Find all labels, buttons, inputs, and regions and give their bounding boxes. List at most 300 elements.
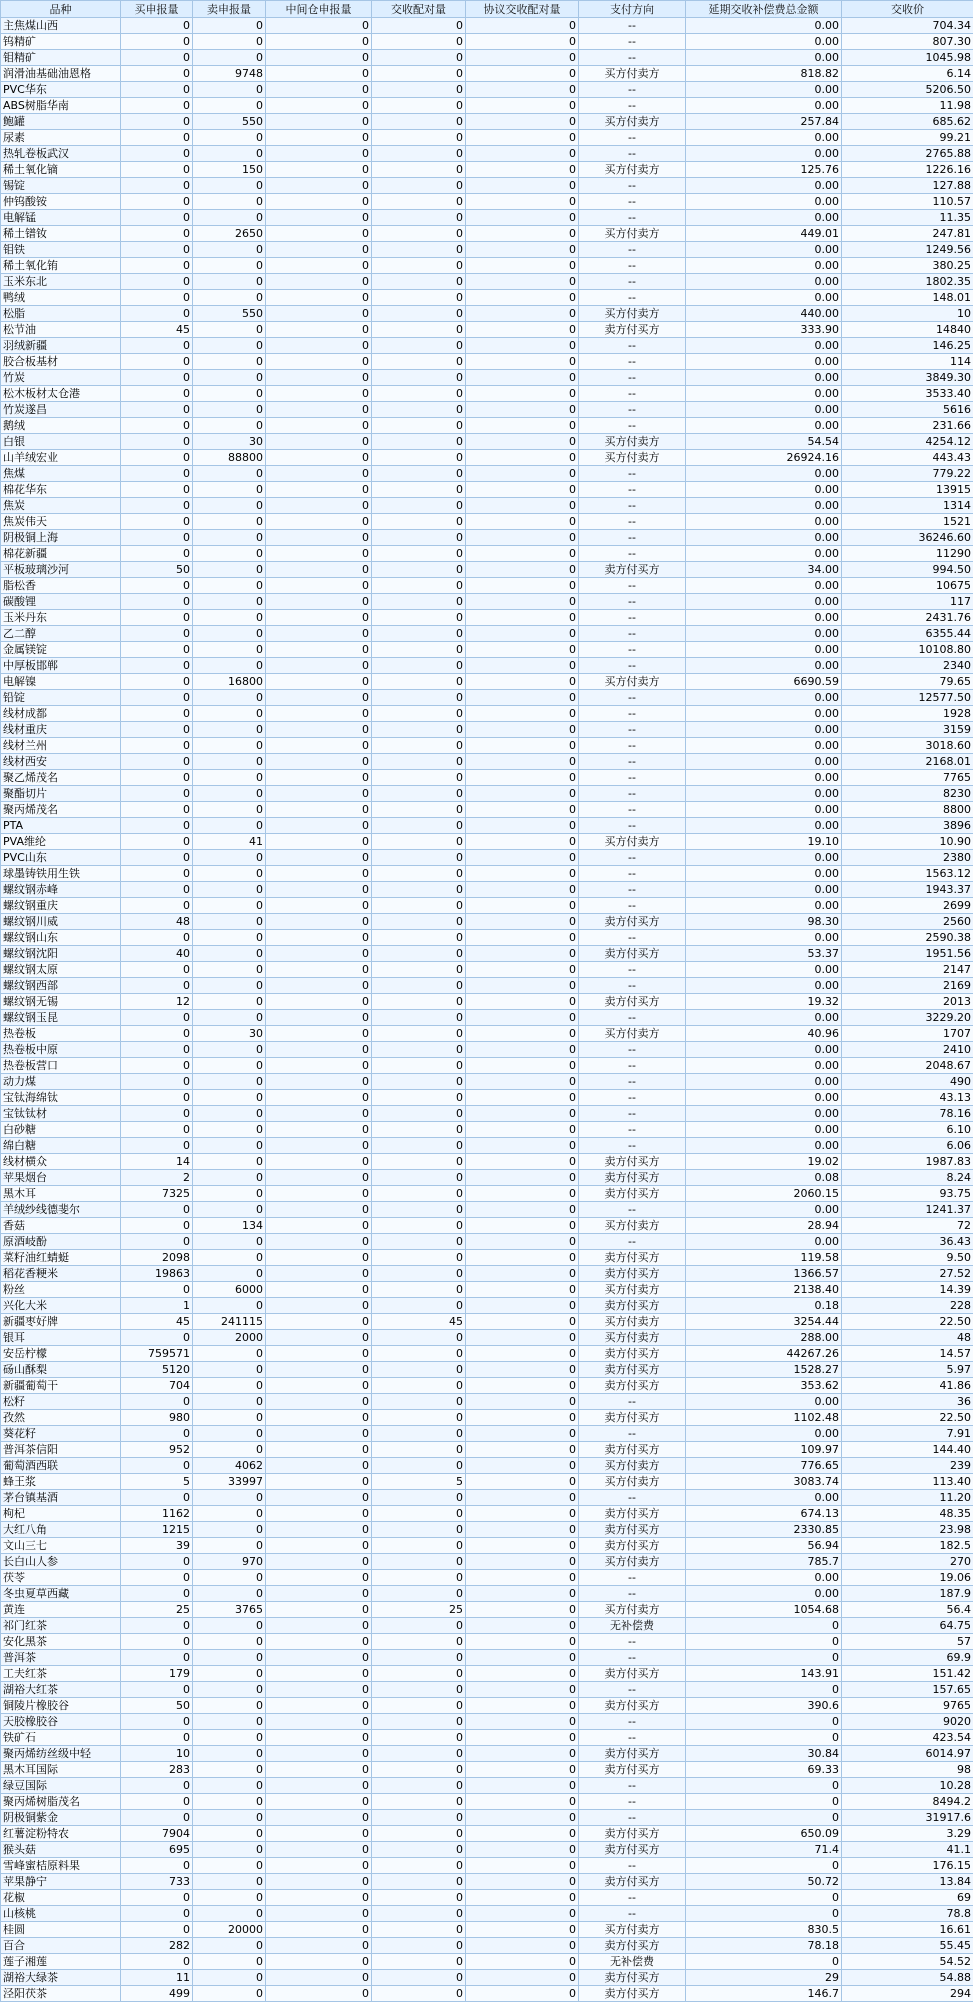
sell-declared-cell: 0 — [193, 194, 266, 210]
intermediary-declared-cell: 0 — [266, 1634, 372, 1650]
payment-direction-cell: -- — [579, 1810, 686, 1826]
compensation-total-cell: 0.00 — [686, 1202, 842, 1218]
compensation-total-cell: 2330.85 — [686, 1522, 842, 1538]
delivery-price-cell: 113.40 — [842, 1474, 973, 1490]
agreement-matched-cell: 0 — [466, 1234, 579, 1250]
buy-declared-cell: 1162 — [121, 1506, 193, 1522]
compensation-total-cell: 1366.57 — [686, 1266, 842, 1282]
compensation-total-cell: 390.6 — [686, 1698, 842, 1714]
payment-direction-cell: -- — [579, 82, 686, 98]
buy-declared-cell: 0 — [121, 770, 193, 786]
commodity-cell: 聚丙烯纺丝级中轻 — [1, 1746, 121, 1762]
compensation-total-cell: 0 — [686, 1954, 842, 1970]
buy-declared-cell: 7904 — [121, 1826, 193, 1842]
delivery-price-cell: 117 — [842, 594, 973, 610]
sell-declared-cell: 0 — [193, 1074, 266, 1090]
delivery-price-cell: 151.42 — [842, 1666, 973, 1682]
compensation-total-cell: 119.58 — [686, 1250, 842, 1266]
delivery-price-cell: 1563.12 — [842, 866, 973, 882]
intermediary-declared-cell: 0 — [266, 274, 372, 290]
payment-direction-cell: -- — [579, 1634, 686, 1650]
matched-cell: 0 — [372, 738, 466, 754]
agreement-matched-cell: 0 — [466, 210, 579, 226]
matched-cell: 0 — [372, 18, 466, 34]
intermediary-declared-cell: 0 — [266, 242, 372, 258]
matched-cell: 0 — [372, 1922, 466, 1938]
intermediary-declared-cell: 0 — [266, 1810, 372, 1826]
payment-direction-cell: -- — [579, 418, 686, 434]
delivery-price-cell: 78.8 — [842, 1906, 973, 1922]
payment-direction-cell: -- — [579, 1794, 686, 1810]
intermediary-declared-cell: 0 — [266, 1074, 372, 1090]
sell-declared-cell: 0 — [193, 466, 266, 482]
agreement-matched-cell: 0 — [466, 514, 579, 530]
agreement-matched-cell: 0 — [466, 930, 579, 946]
buy-declared-cell: 952 — [121, 1442, 193, 1458]
delivery-price-cell: 2169 — [842, 978, 973, 994]
table-row — [1, 178, 973, 194]
table-row — [1, 578, 973, 594]
payment-direction-cell: 卖方付买方 — [579, 994, 686, 1010]
table-row — [1, 322, 973, 338]
intermediary-declared-cell: 0 — [266, 1234, 372, 1250]
matched-cell: 0 — [372, 1810, 466, 1826]
sell-declared-cell: 0 — [193, 1938, 266, 1954]
sell-declared-cell: 0 — [193, 802, 266, 818]
sell-declared-cell: 33997 — [193, 1474, 266, 1490]
table-row — [1, 1938, 973, 1954]
commodity-cell: 金属镁锭 — [1, 642, 121, 658]
payment-direction-cell: -- — [579, 1730, 686, 1746]
agreement-matched-cell: 0 — [466, 946, 579, 962]
matched-cell: 0 — [372, 482, 466, 498]
sell-declared-cell: 0 — [193, 258, 266, 274]
payment-direction-cell: 买方付卖方 — [579, 1554, 686, 1570]
matched-cell: 0 — [372, 1794, 466, 1810]
agreement-matched-cell: 0 — [466, 338, 579, 354]
commodity-cell: 钼铁 — [1, 242, 121, 258]
table-row — [1, 1042, 973, 1058]
commodity-cell: 焦煤 — [1, 466, 121, 482]
col-header-sell-declared: 卖申报量 — [193, 1, 266, 18]
matched-cell: 0 — [372, 1714, 466, 1730]
agreement-matched-cell: 0 — [466, 674, 579, 690]
buy-declared-cell: 0 — [121, 258, 193, 274]
payment-direction-cell: 买方付卖方 — [579, 1922, 686, 1938]
commodity-cell: 苹果静宁 — [1, 1874, 121, 1890]
intermediary-declared-cell: 0 — [266, 530, 372, 546]
col-header-matched: 交收配对量 — [372, 1, 466, 18]
commodity-cell: 尿素 — [1, 130, 121, 146]
compensation-total-cell: 353.62 — [686, 1378, 842, 1394]
delivery-price-cell: 490 — [842, 1074, 973, 1090]
intermediary-declared-cell: 0 — [266, 1938, 372, 1954]
commodity-cell: 绿豆国际 — [1, 1778, 121, 1794]
intermediary-declared-cell: 0 — [266, 930, 372, 946]
matched-cell: 0 — [372, 850, 466, 866]
table-row — [1, 290, 973, 306]
sell-declared-cell: 0 — [193, 546, 266, 562]
commodity-cell: 线材西安 — [1, 754, 121, 770]
compensation-total-cell: 0.00 — [686, 354, 842, 370]
intermediary-declared-cell: 0 — [266, 1746, 372, 1762]
table-row — [1, 642, 973, 658]
sell-declared-cell: 0 — [193, 770, 266, 786]
buy-declared-cell: 0 — [121, 34, 193, 50]
matched-cell: 0 — [372, 1778, 466, 1794]
table-row — [1, 210, 973, 226]
buy-declared-cell: 499 — [121, 1986, 193, 2002]
intermediary-declared-cell: 0 — [266, 850, 372, 866]
commodity-cell: 茯苓 — [1, 1570, 121, 1586]
sell-declared-cell: 0 — [193, 1362, 266, 1378]
buy-declared-cell: 0 — [121, 178, 193, 194]
sell-declared-cell: 0 — [193, 1634, 266, 1650]
intermediary-declared-cell: 0 — [266, 1218, 372, 1234]
payment-direction-cell: -- — [579, 1010, 686, 1026]
table-row — [1, 226, 973, 242]
payment-direction-cell: 买方付卖方 — [579, 834, 686, 850]
delivery-price-cell: 9020 — [842, 1714, 973, 1730]
intermediary-declared-cell: 0 — [266, 1954, 372, 1970]
buy-declared-cell: 0 — [121, 274, 193, 290]
sell-declared-cell: 0 — [193, 18, 266, 34]
buy-declared-cell: 0 — [121, 722, 193, 738]
commodity-cell: 铁矿石 — [1, 1730, 121, 1746]
compensation-total-cell: 0.00 — [686, 530, 842, 546]
commodity-cell: 文山三七 — [1, 1538, 121, 1554]
payment-direction-cell: 卖方付买方 — [579, 1522, 686, 1538]
delivery-price-cell: 228 — [842, 1298, 973, 1314]
payment-direction-cell: -- — [579, 402, 686, 418]
buy-declared-cell: 0 — [121, 1858, 193, 1874]
payment-direction-cell: -- — [579, 482, 686, 498]
buy-declared-cell: 11 — [121, 1970, 193, 1986]
buy-declared-cell: 1215 — [121, 1522, 193, 1538]
compensation-total-cell: 109.97 — [686, 1442, 842, 1458]
commodity-cell: 稀土氧化铕 — [1, 258, 121, 274]
sell-declared-cell: 0 — [193, 930, 266, 946]
sell-declared-cell: 0 — [193, 354, 266, 370]
agreement-matched-cell: 0 — [466, 1890, 579, 1906]
agreement-matched-cell: 0 — [466, 1634, 579, 1650]
compensation-total-cell: 0.00 — [686, 594, 842, 610]
intermediary-declared-cell: 0 — [266, 834, 372, 850]
sell-declared-cell: 0 — [193, 642, 266, 658]
delivery-price-cell: 148.01 — [842, 290, 973, 306]
table-row — [1, 1842, 973, 1858]
matched-cell: 0 — [372, 114, 466, 130]
commodity-cell: 雪峰蜜桔原料果 — [1, 1858, 121, 1874]
table-row — [1, 338, 973, 354]
table-row — [1, 1874, 973, 1890]
commodity-cell: 蜂王浆 — [1, 1474, 121, 1490]
delivery-price-cell: 36246.60 — [842, 530, 973, 546]
matched-cell: 0 — [372, 1938, 466, 1954]
buy-declared-cell: 0 — [121, 882, 193, 898]
compensation-total-cell: 0.00 — [686, 1058, 842, 1074]
buy-declared-cell: 0 — [121, 146, 193, 162]
matched-cell: 0 — [372, 178, 466, 194]
buy-declared-cell: 0 — [121, 962, 193, 978]
matched-cell: 0 — [372, 594, 466, 610]
sell-declared-cell: 134 — [193, 1218, 266, 1234]
commodity-cell: 线材兰州 — [1, 738, 121, 754]
matched-cell: 0 — [372, 1410, 466, 1426]
commodity-cell: 稻花香粳米 — [1, 1266, 121, 1282]
compensation-total-cell: 29 — [686, 1970, 842, 1986]
commodity-cell: 新疆葡萄干 — [1, 1378, 121, 1394]
sell-declared-cell: 0 — [193, 498, 266, 514]
matched-cell: 0 — [372, 658, 466, 674]
matched-cell: 0 — [372, 866, 466, 882]
table-row — [1, 866, 973, 882]
commodity-cell: 焦炭 — [1, 498, 121, 514]
payment-direction-cell: -- — [579, 1426, 686, 1442]
sell-declared-cell: 0 — [193, 610, 266, 626]
table-row — [1, 802, 973, 818]
payment-direction-cell: -- — [579, 642, 686, 658]
agreement-matched-cell: 0 — [466, 370, 579, 386]
buy-declared-cell: 0 — [121, 1730, 193, 1746]
matched-cell: 0 — [372, 1266, 466, 1282]
sell-declared-cell: 0 — [193, 402, 266, 418]
table-row — [1, 994, 973, 1010]
delivery-price-cell: 1951.56 — [842, 946, 973, 962]
intermediary-declared-cell: 0 — [266, 210, 372, 226]
sell-declared-cell: 0 — [193, 146, 266, 162]
table-row — [1, 1010, 973, 1026]
compensation-total-cell: 0.00 — [686, 130, 842, 146]
agreement-matched-cell: 0 — [466, 626, 579, 642]
table-row — [1, 1170, 973, 1186]
buy-declared-cell: 45 — [121, 1314, 193, 1330]
delivery-price-cell: 6014.97 — [842, 1746, 973, 1762]
delivery-price-cell: 78.16 — [842, 1106, 973, 1122]
agreement-matched-cell: 0 — [466, 1602, 579, 1618]
intermediary-declared-cell: 0 — [266, 1586, 372, 1602]
matched-cell: 0 — [372, 1426, 466, 1442]
delivery-price-cell: 9.50 — [842, 1250, 973, 1266]
matched-cell: 0 — [372, 1090, 466, 1106]
compensation-total-cell: 19.10 — [686, 834, 842, 850]
delivery-price-cell: 16.61 — [842, 1922, 973, 1938]
matched-cell: 0 — [372, 386, 466, 402]
payment-direction-cell: -- — [579, 930, 686, 946]
commodity-cell: 线材成都 — [1, 706, 121, 722]
table-row — [1, 1394, 973, 1410]
delivery-price-cell: 13915 — [842, 482, 973, 498]
matched-cell: 0 — [372, 1634, 466, 1650]
payment-direction-cell: -- — [579, 130, 686, 146]
payment-direction-cell: -- — [579, 50, 686, 66]
table-row — [1, 1362, 973, 1378]
commodity-cell: 阴极铜上海 — [1, 530, 121, 546]
payment-direction-cell: -- — [579, 1858, 686, 1874]
delivery-price-cell: 64.75 — [842, 1618, 973, 1634]
col-header-intermediary-declared: 中间仓申报量 — [266, 1, 372, 18]
intermediary-declared-cell: 0 — [266, 1250, 372, 1266]
delivery-price-cell: 7.91 — [842, 1426, 973, 1442]
delivery-price-cell: 182.5 — [842, 1538, 973, 1554]
table-row — [1, 562, 973, 578]
commodity-cell: 热卷板营口 — [1, 1058, 121, 1074]
matched-cell: 0 — [372, 834, 466, 850]
intermediary-declared-cell: 0 — [266, 1986, 372, 2002]
sell-declared-cell: 0 — [193, 786, 266, 802]
delivery-price-cell: 98 — [842, 1762, 973, 1778]
agreement-matched-cell: 0 — [466, 1218, 579, 1234]
compensation-total-cell: 674.13 — [686, 1506, 842, 1522]
intermediary-declared-cell: 0 — [266, 1554, 372, 1570]
delivery-price-cell: 1943.37 — [842, 882, 973, 898]
payment-direction-cell: -- — [579, 178, 686, 194]
payment-direction-cell: -- — [579, 738, 686, 754]
compensation-total-cell: 0.00 — [686, 1090, 842, 1106]
table-row — [1, 1346, 973, 1362]
commodity-cell: ABS树脂华南 — [1, 98, 121, 114]
delivery-price-cell: 1987.83 — [842, 1154, 973, 1170]
commodity-cell: 竹炭 — [1, 370, 121, 386]
sell-declared-cell: 0 — [193, 530, 266, 546]
sell-declared-cell: 0 — [193, 818, 266, 834]
sell-declared-cell: 0 — [193, 1570, 266, 1586]
compensation-total-cell: 0.00 — [686, 626, 842, 642]
matched-cell: 0 — [372, 1058, 466, 1074]
commodity-cell: 花椒 — [1, 1890, 121, 1906]
matched-cell: 0 — [372, 146, 466, 162]
buy-declared-cell: 0 — [121, 530, 193, 546]
buy-declared-cell: 0 — [121, 834, 193, 850]
matched-cell: 0 — [372, 1202, 466, 1218]
sell-declared-cell: 0 — [193, 1522, 266, 1538]
sell-declared-cell: 0 — [193, 1714, 266, 1730]
matched-cell: 0 — [372, 1074, 466, 1090]
table-row — [1, 1026, 973, 1042]
table-row — [1, 34, 973, 50]
intermediary-declared-cell: 0 — [266, 578, 372, 594]
commodity-cell: 聚乙烯茂名 — [1, 770, 121, 786]
buy-declared-cell: 0 — [121, 546, 193, 562]
matched-cell: 0 — [372, 914, 466, 930]
intermediary-declared-cell: 0 — [266, 1042, 372, 1058]
delivery-price-cell: 4254.12 — [842, 434, 973, 450]
payment-direction-cell: -- — [579, 1682, 686, 1698]
matched-cell: 0 — [372, 66, 466, 82]
payment-direction-cell: 买方付卖方 — [579, 66, 686, 82]
table-row — [1, 1890, 973, 1906]
compensation-total-cell: 0.00 — [686, 642, 842, 658]
intermediary-declared-cell: 0 — [266, 1762, 372, 1778]
payment-direction-cell: 买方付卖方 — [579, 434, 686, 450]
matched-cell: 0 — [372, 306, 466, 322]
compensation-total-cell: 0.00 — [686, 1122, 842, 1138]
intermediary-declared-cell: 0 — [266, 1538, 372, 1554]
delivery-price-cell: 2168.01 — [842, 754, 973, 770]
agreement-matched-cell: 0 — [466, 1538, 579, 1554]
intermediary-declared-cell: 0 — [266, 802, 372, 818]
agreement-matched-cell: 0 — [466, 1714, 579, 1730]
table-row — [1, 530, 973, 546]
agreement-matched-cell: 0 — [466, 50, 579, 66]
delivery-price-cell: 31917.6 — [842, 1810, 973, 1826]
commodity-cell: PVC山东 — [1, 850, 121, 866]
buy-declared-cell: 7325 — [121, 1186, 193, 1202]
matched-cell: 0 — [372, 1122, 466, 1138]
sell-declared-cell: 0 — [193, 1090, 266, 1106]
table-row — [1, 466, 973, 482]
sell-declared-cell: 0 — [193, 1954, 266, 1970]
delivery-price-cell: 779.22 — [842, 466, 973, 482]
commodity-cell: 松脂 — [1, 306, 121, 322]
matched-cell: 0 — [372, 322, 466, 338]
sell-declared-cell: 16800 — [193, 674, 266, 690]
delivery-price-cell: 99.21 — [842, 130, 973, 146]
commodity-cell: 螺纹钢川威 — [1, 914, 121, 930]
commodity-cell: 螺纹钢山东 — [1, 930, 121, 946]
intermediary-declared-cell: 0 — [266, 1474, 372, 1490]
agreement-matched-cell: 0 — [466, 242, 579, 258]
buy-declared-cell: 0 — [121, 578, 193, 594]
compensation-total-cell: 0.00 — [686, 146, 842, 162]
delivery-price-cell: 2431.76 — [842, 610, 973, 626]
sell-declared-cell: 0 — [193, 34, 266, 50]
table-row — [1, 386, 973, 402]
delivery-price-cell: 11290 — [842, 546, 973, 562]
buy-declared-cell: 0 — [121, 386, 193, 402]
table-row — [1, 1794, 973, 1810]
payment-direction-cell: -- — [579, 1490, 686, 1506]
compensation-total-cell: 0.00 — [686, 34, 842, 50]
matched-cell: 0 — [372, 946, 466, 962]
buy-declared-cell: 0 — [121, 1010, 193, 1026]
buy-declared-cell: 0 — [121, 802, 193, 818]
buy-declared-cell: 0 — [121, 1394, 193, 1410]
matched-cell: 0 — [372, 1730, 466, 1746]
payment-direction-cell: -- — [579, 882, 686, 898]
sell-declared-cell: 0 — [193, 658, 266, 674]
intermediary-declared-cell: 0 — [266, 1186, 372, 1202]
payment-direction-cell: 卖方付买方 — [579, 1378, 686, 1394]
sell-declared-cell: 0 — [193, 946, 266, 962]
buy-declared-cell: 0 — [121, 1634, 193, 1650]
table-row — [1, 1538, 973, 1554]
table-row — [1, 1506, 973, 1522]
buy-declared-cell: 0 — [121, 1682, 193, 1698]
buy-declared-cell: 0 — [121, 194, 193, 210]
payment-direction-cell: 买方付卖方 — [579, 450, 686, 466]
intermediary-declared-cell: 0 — [266, 1794, 372, 1810]
payment-direction-cell: -- — [579, 626, 686, 642]
agreement-matched-cell: 0 — [466, 1330, 579, 1346]
commodity-cell: 电解镍 — [1, 674, 121, 690]
matched-cell: 0 — [372, 1234, 466, 1250]
table-row — [1, 354, 973, 370]
delivery-price-cell: 14.39 — [842, 1282, 973, 1298]
payment-direction-cell: -- — [579, 866, 686, 882]
intermediary-declared-cell: 0 — [266, 1858, 372, 1874]
intermediary-declared-cell: 0 — [266, 882, 372, 898]
matched-cell: 0 — [372, 258, 466, 274]
matched-cell: 0 — [372, 1954, 466, 1970]
sell-declared-cell: 0 — [193, 1650, 266, 1666]
sell-declared-cell: 0 — [193, 594, 266, 610]
payment-direction-cell: 卖方付买方 — [579, 1346, 686, 1362]
buy-declared-cell: 0 — [121, 1906, 193, 1922]
intermediary-declared-cell: 0 — [266, 1570, 372, 1586]
buy-declared-cell: 19863 — [121, 1266, 193, 1282]
compensation-total-cell: 0.00 — [686, 802, 842, 818]
